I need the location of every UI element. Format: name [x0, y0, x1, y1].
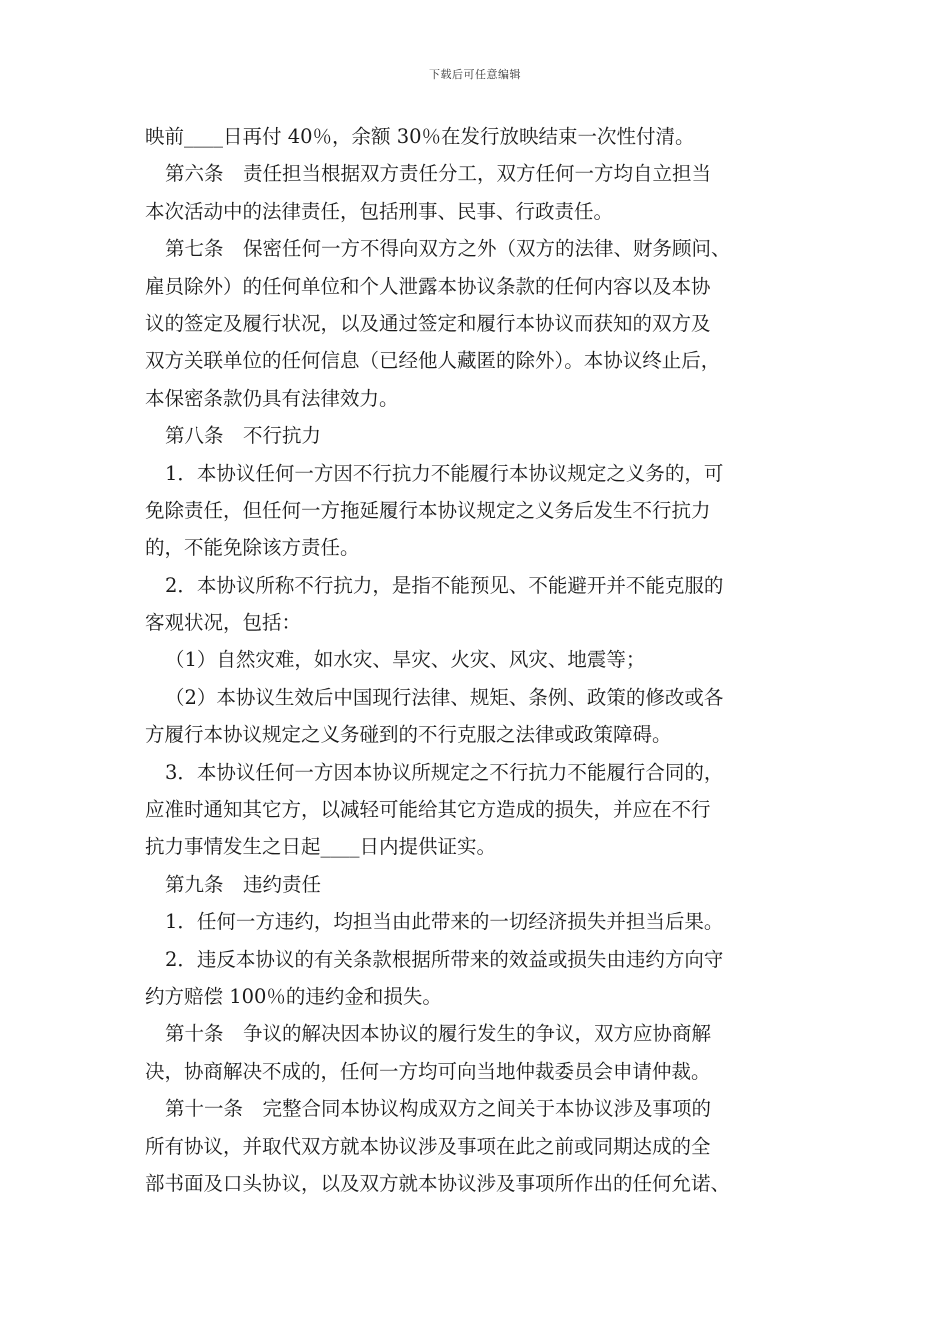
text-line: 所有协议，并取代双方就本协议涉及事项在此之前或同期达成的全: [145, 1134, 711, 1158]
text-line: 方履行本协议规定之义务碰到的不行克服之法律或政策障碍。: [145, 723, 672, 747]
text-line: 1．任何一方违约，均担当由此带来的一切经济损失并担当后果。: [165, 910, 724, 934]
text-line: 3．本协议任何一方因本协议所规定之不行抗力不能履行合同的，: [165, 760, 724, 784]
text-line: 客观状况，包括：: [145, 611, 302, 635]
text-line: 第十一条 完整合同本协议构成双方之间关于本协议涉及事项的: [165, 1097, 712, 1121]
text-line: 本保密条款仍具有法律效力。: [145, 386, 399, 410]
text-line: 议的签定及履行状况，以及通过签定和履行本协议而获知的双方及: [145, 311, 711, 335]
text-line: 的，不能免除该方责任。: [145, 536, 360, 560]
text-line: 免除责任，但任何一方拖延履行本协议规定之义务后发生不行抗力: [145, 498, 711, 522]
text-line: 应准时通知其它方，以减轻可能给其它方造成的损失，并应在不行: [145, 798, 711, 822]
text-line: 2．违反本协议的有关条款根据所带来的效益或损失由违约方向守: [165, 947, 724, 971]
text-line: 约方赔偿 100％的违约金和损失。: [145, 984, 442, 1008]
text-line: 2．本协议所称不行抗力，是指不能预见、不能避开并不能克服的: [165, 573, 724, 597]
text-line: 第六条 责任担当根据双方责任分工，双方任何一方均自立担当: [165, 162, 712, 186]
text-line: 第八条 不行抗力: [165, 424, 322, 448]
text-line: 1．本协议任何一方因不行抗力不能履行本协议规定之义务的，可: [165, 461, 724, 485]
document-body: [145, 118, 825, 1202]
text-line: 第七条 保密任何一方不得向双方之外（双方的法律、财务顾问、: [165, 237, 731, 261]
text-line: 映前____日再付 40％，余额 30％在发行放映结束一次性付清。: [145, 125, 695, 148]
text-line: 本次活动中的法律责任，包括刑事、民事、行政责任。: [145, 199, 614, 223]
page-header: 下载后可任意编辑: [429, 68, 521, 81]
text-line: 抗力事情发生之日起____日内提供证实。: [145, 835, 497, 859]
text-line: 部书面及口头协议，以及双方就本协议涉及事项所作出的任何允诺、: [145, 1171, 731, 1195]
text-line: 雇员除外）的任何单位和个人泄露本协议条款的任何内容以及本协: [145, 274, 711, 298]
text-line: 决，协商解决不成的，任何一方均可向当地仲裁委员会申请仲裁。: [145, 1059, 711, 1083]
text-line: （2）本协议生效后中国现行法律、规矩、条例、政策的修改或各: [165, 685, 724, 709]
text-line: 双方关联单位的任何信息（已经他人藏匿的除外）。本协议终止后，: [145, 349, 721, 373]
text-line: 第九条 违约责任: [165, 872, 322, 896]
text-line: （1）自然灾难，如水灾、旱灾、火灾、风灾、地震等；: [165, 648, 646, 672]
text-line: 第十条 争议的解决因本协议的履行发生的争议，双方应协商解: [165, 1022, 712, 1046]
